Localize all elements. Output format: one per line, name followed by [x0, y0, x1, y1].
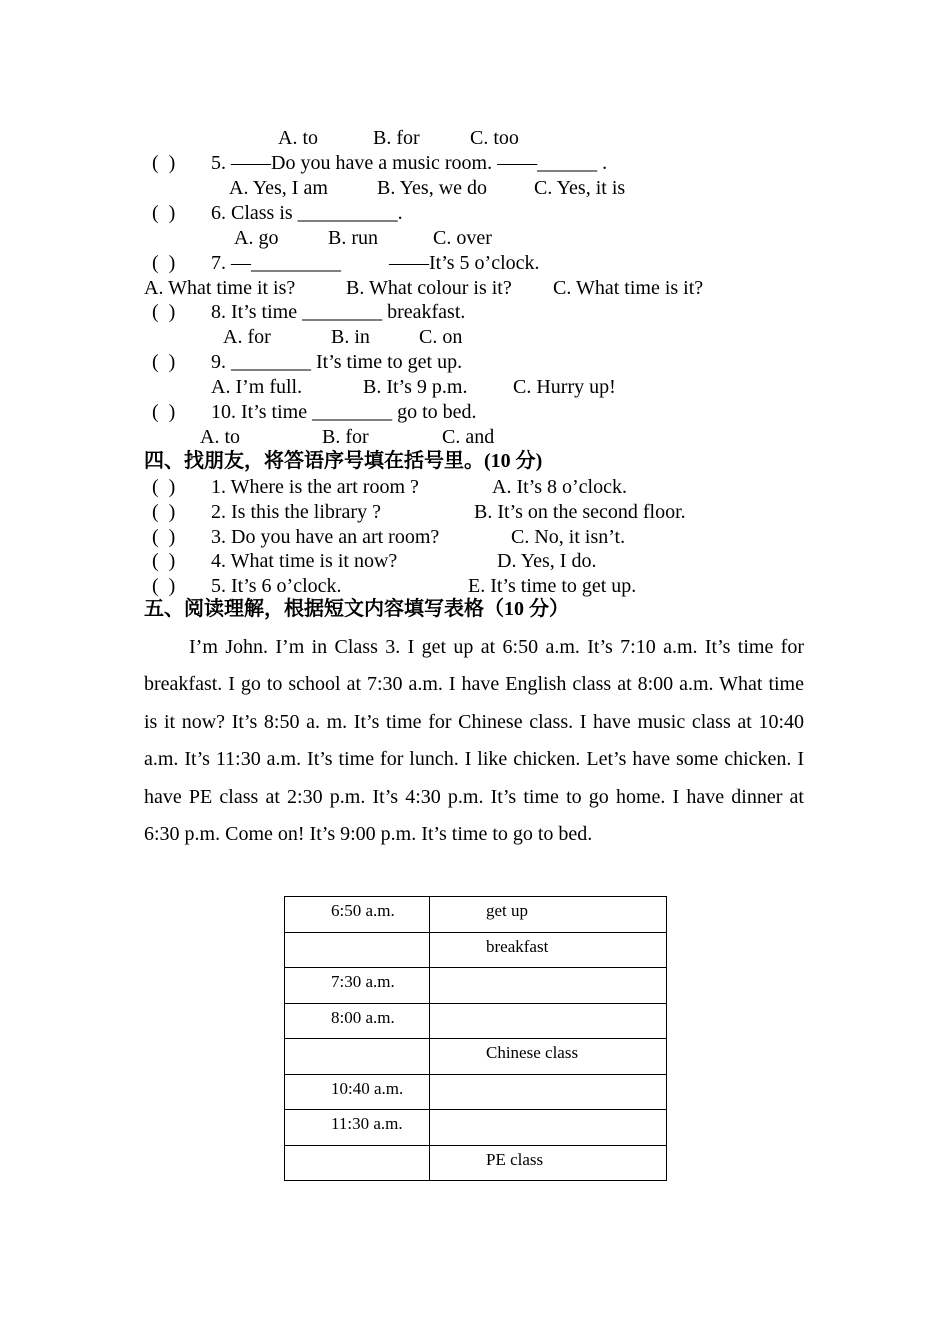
- activity-cell[interactable]: [430, 1003, 667, 1039]
- option-b: B. It’s 9 p.m.: [363, 376, 468, 398]
- table-row: [285, 1110, 667, 1146]
- question-stem: 8. It’s time ________ breakfast.: [211, 301, 466, 323]
- activity-cell[interactable]: get up: [430, 897, 667, 933]
- q4-option-a: A. to: [278, 127, 318, 149]
- q4-option-b: B. for: [373, 127, 420, 149]
- schedule-table: [284, 896, 667, 1181]
- question-stem: 5. ——Do you have a music room. ——______ .: [211, 152, 608, 174]
- answer-paren[interactable]: ( ): [152, 501, 176, 523]
- match-answer: C. No, it isn’t.: [511, 526, 626, 548]
- option-c: C. over: [433, 227, 492, 249]
- time-cell[interactable]: [285, 1039, 430, 1075]
- match-question: 4. What time is it now?: [211, 550, 398, 572]
- option-a: A. What time it is?: [144, 277, 296, 299]
- activity-cell[interactable]: [430, 1074, 667, 1110]
- match-answer: D. Yes, I do.: [497, 550, 597, 572]
- option-a: A. I’m full.: [211, 376, 303, 398]
- option-c: C. Yes, it is: [534, 177, 626, 199]
- answer-paren[interactable]: ( ): [152, 152, 176, 174]
- table-row: [285, 1074, 667, 1110]
- question-stem: 6. Class is __________.: [211, 202, 403, 224]
- match-answer: A. It’s 8 o’clock.: [492, 476, 627, 498]
- option-b: B. run: [328, 227, 378, 249]
- q4-option-c: C. too: [470, 127, 519, 149]
- activity-cell[interactable]: breakfast: [430, 932, 667, 968]
- answer-paren[interactable]: ( ): [152, 301, 176, 323]
- time-cell[interactable]: [285, 1145, 430, 1181]
- question-stem: 10. It’s time ________ go to bed.: [211, 401, 477, 423]
- answer-paren[interactable]: ( ): [152, 476, 176, 498]
- table-row: [285, 1003, 667, 1039]
- reading-passage: [144, 629, 804, 853]
- answer-paren[interactable]: ( ): [152, 351, 176, 373]
- question-stem: 7. —_________: [211, 252, 341, 274]
- passage-text: I’m John. I’m in Class 3. I get up at 6:50 a.m. It’s 7:10 a.m. It’s time for breakfast. I go to school at 7:30 a.m. I have English class at 8:00 a.m. What time is it now? It’s 8:50 a. m. It’s time for Chinese class. I have music class at 10:40 a.m. It’s 11:30 a.m. It’s time for lunch. I like chicken. Let’s have some chicken. I have PE class at 2:30 p.m. It’s 4:30 p.m. It’s time to go home. I have dinner at 6:30 p.m. Come on! It’s 9:00 p.m. It’s time to go to bed.: [144, 636, 804, 846]
- time-cell[interactable]: [285, 932, 430, 968]
- table-row: [285, 932, 667, 968]
- time-cell[interactable]: 10:40 a.m.: [285, 1074, 430, 1110]
- option-a: A. for: [223, 326, 271, 348]
- answer-paren[interactable]: ( ): [152, 401, 176, 423]
- match-question: 1. Where is the art room ?: [211, 476, 419, 498]
- table-row: [285, 1145, 667, 1181]
- table-row: [285, 897, 667, 933]
- time-cell[interactable]: 7:30 a.m.: [285, 968, 430, 1004]
- activity-cell[interactable]: Chinese class: [430, 1039, 667, 1075]
- option-a: A. Yes, I am: [229, 177, 328, 199]
- time-cell[interactable]: 11:30 a.m.: [285, 1110, 430, 1146]
- answer-paren[interactable]: ( ): [152, 202, 176, 224]
- match-question: 5. It’s 6 o’clock.: [211, 575, 342, 597]
- answer-paren[interactable]: ( ): [152, 252, 176, 274]
- option-b: B. What colour is it?: [346, 277, 512, 299]
- option-c: C. Hurry up!: [513, 376, 616, 398]
- answer-paren[interactable]: ( ): [152, 526, 176, 548]
- table-row: [285, 1039, 667, 1075]
- activity-cell[interactable]: [430, 1110, 667, 1146]
- answer-paren[interactable]: ( ): [152, 575, 176, 597]
- table-row: [285, 968, 667, 1004]
- match-answer: B. It’s on the second floor.: [474, 501, 686, 523]
- activity-cell[interactable]: PE class: [430, 1145, 667, 1181]
- option-b: B. for: [322, 426, 369, 448]
- option-a: A. to: [200, 426, 240, 448]
- answer-paren[interactable]: ( ): [152, 550, 176, 572]
- section5-heading: 五、阅读理解，根据短文内容填写表格（10 分）: [144, 598, 569, 620]
- option-c: C. and: [442, 426, 495, 448]
- option-a: A. go: [234, 227, 279, 249]
- question-stem: 9. ________ It’s time to get up.: [211, 351, 463, 373]
- time-cell[interactable]: 8:00 a.m.: [285, 1003, 430, 1039]
- option-c: C. on: [419, 326, 463, 348]
- match-answer: E. It’s time to get up.: [468, 575, 637, 597]
- time-cell[interactable]: 6:50 a.m.: [285, 897, 430, 933]
- match-question: 3. Do you have an art room?: [211, 526, 440, 548]
- match-question: 2. Is this the library ?: [211, 501, 381, 523]
- option-b: B. Yes, we do: [377, 177, 488, 199]
- question-reply: ——It’s 5 o’clock.: [389, 252, 540, 274]
- activity-cell[interactable]: [430, 968, 667, 1004]
- option-c: C. What time is it?: [553, 277, 704, 299]
- section4-heading: 四、找朋友，将答语序号填在括号里。(10 分): [144, 450, 543, 472]
- option-b: B. in: [331, 326, 370, 348]
